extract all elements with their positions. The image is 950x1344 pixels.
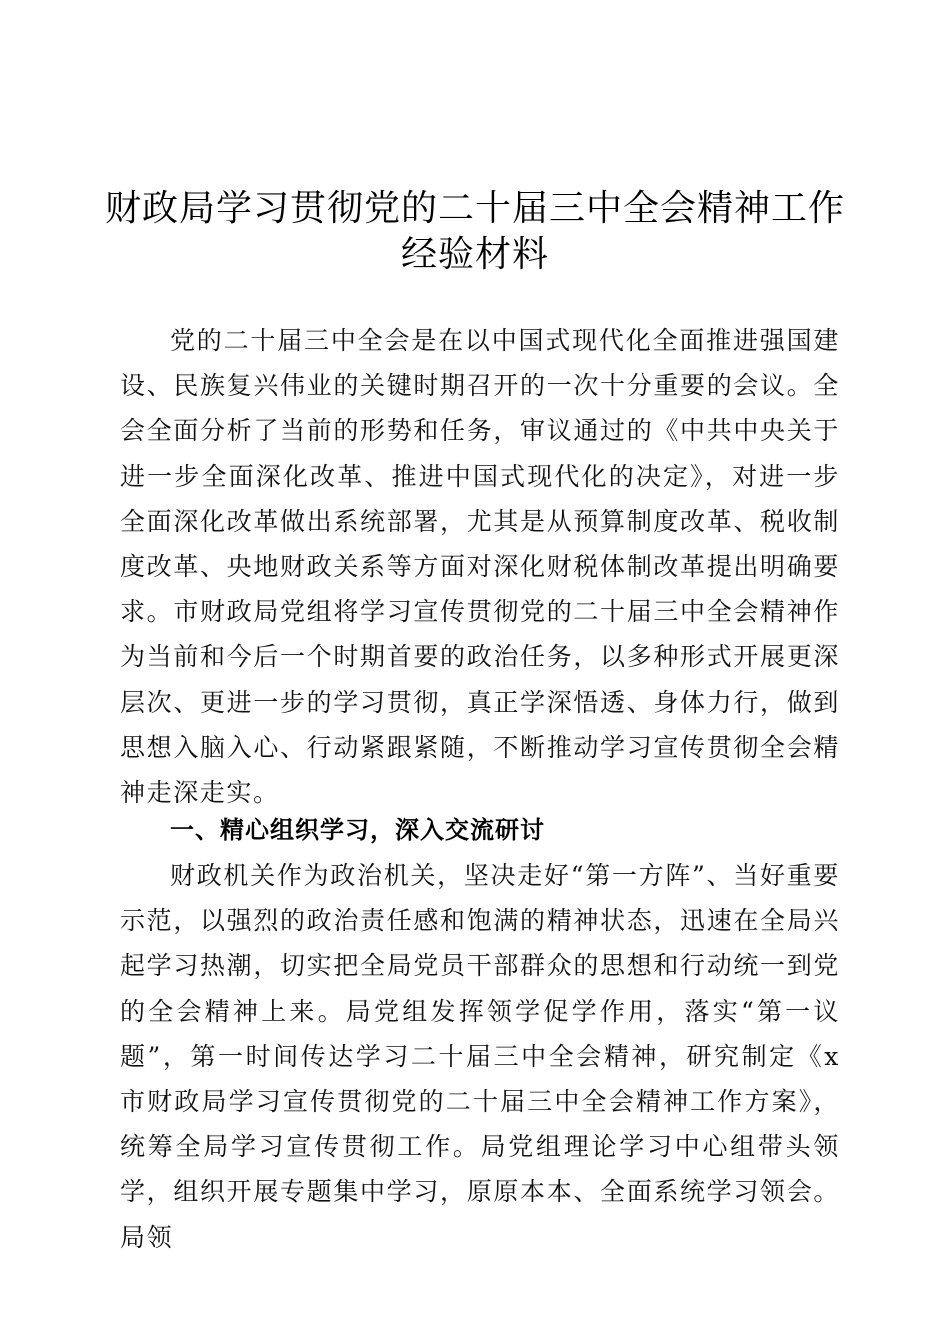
intro-paragraph: 党的二十届三中全会是在以中国式现代化全面推进强国建设、民族复兴伟业的关键时期召开的一次十分重要的会议。全会全面分析了当前的形势和任务，审议通过的《中共中央关于进一步全面深化改革、推进中国式现代化的决定》，对进一步全面深化改革做出系统部署，尤其是从预算制度改革、税收制度改革、央地财政关系等方面对深化财税体制改革提出明确要求。市财政局党组将学习宣传贯彻党的二十届三中全会精神作为当前和今后一个时期首要的政治任务，以多种形式开展更深层次、更进一步的学习贯彻，真正学深悟透、身体力行，做到思想入脑入心、行动紧跟紧随，不断推动学习宣传贯彻全会精神走深走实。 [120,326,840,808]
section-heading-1: 一、精心组织学习，深入交流研讨 [170,816,545,844]
document-title-line-2: 经验材料 [400,234,549,275]
section-1-paragraph: 财政机关作为政治机关，坚决走好“第一方阵”、当好重要示范，以强烈的政治责任感和饱满的精神状态，迅速在全局兴起学习热潮，切实把全局党员干部群众的思想和行动统一到党的全会精神上来。局党组发挥领学促学作用，落实“第一议题”，第一时间传达学习二十届三中全会精神，研究制定《x市财政局学习宣传贯彻党的二十届三中全会精神工作方案》，统筹全局学习宣传贯彻工作。局党组理论学习中心组带头领学，组织开展专题集中学习，原原本本、全面系统学习领会。局领 [120,861,840,1252]
document-title-line-1: 财政局学习贯彻党的二十届三中全会精神工作 [104,188,845,229]
